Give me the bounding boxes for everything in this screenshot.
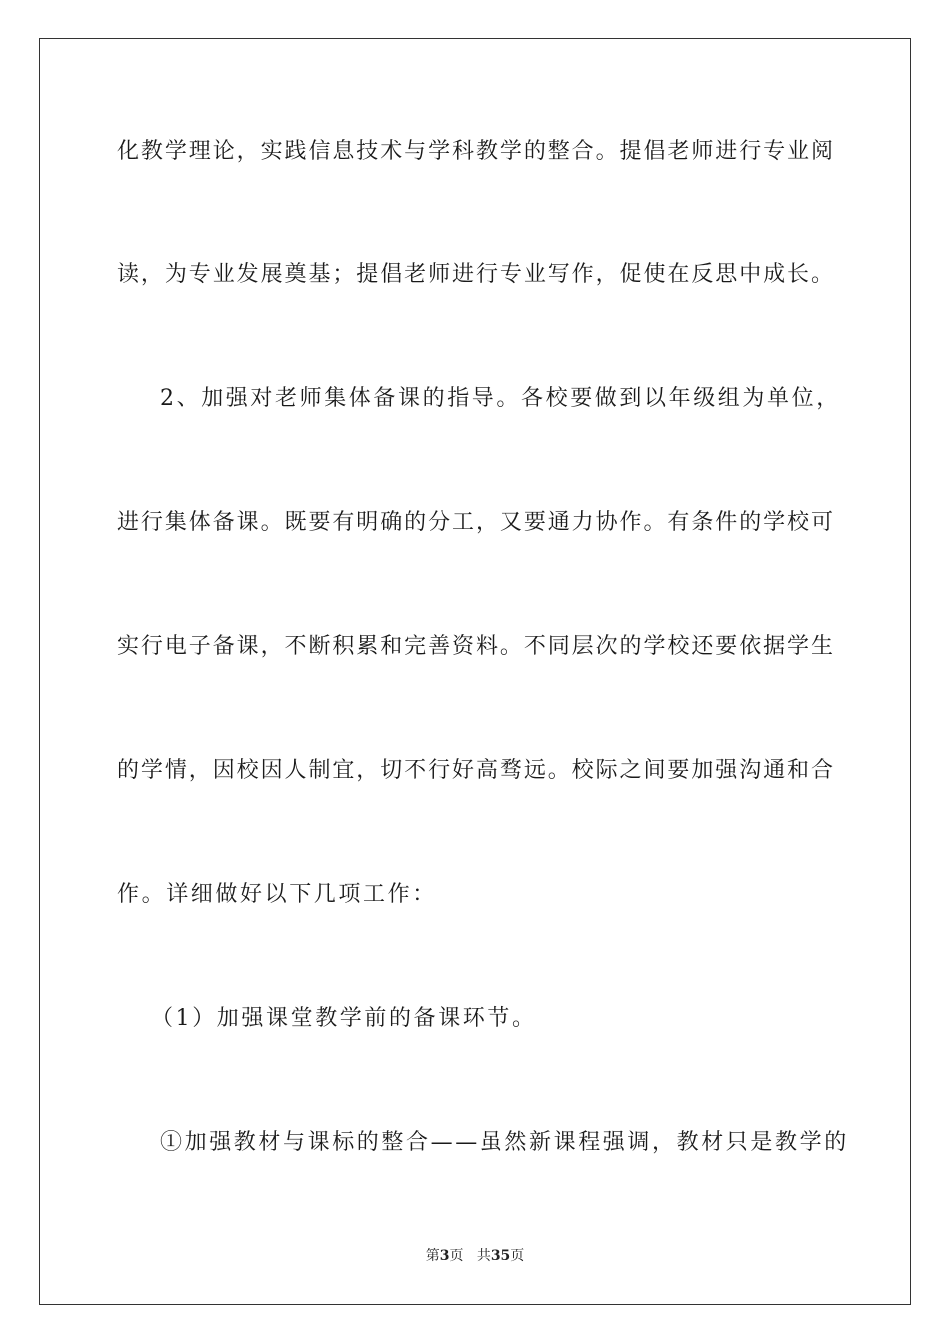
body-line-7: 作。详细做好以下几项工作：	[117, 882, 437, 907]
page-number: 3	[439, 1248, 450, 1264]
page-prefix: 第	[425, 1248, 440, 1264]
item-1-line-1: ①加强教材与课标的整合——虽然新课程强调，教材只是教学的	[160, 1130, 849, 1155]
body-line-2: 读，为专业发展奠基；提倡老师进行专业写作，促使在反思中成长。	[117, 262, 833, 287]
total-pages: 35	[490, 1248, 511, 1264]
total-suffix: 页	[510, 1248, 525, 1264]
body-line-1: 化教学理论，实践信息技术与学科教学的整合。提倡老师进行专业阅	[117, 139, 833, 164]
subheading-1: （1）加强课堂教学前的备课环节。	[151, 1006, 537, 1031]
page-footer	[0, 1247, 950, 1265]
body-line-5: 实行电子备课，不断积累和完善资料。不同层次的学校还要依据学生	[117, 634, 833, 659]
body-line-6: 的学情，因校因人制宜，切不行好高骛远。校际之间要加强沟通和合	[117, 758, 833, 783]
page-frame	[39, 38, 911, 1305]
body-line-4: 进行集体备课。既要有明确的分工，又要通力协作。有条件的学校可	[117, 510, 833, 535]
paragraph-2-line-1: 2、加强对老师集体备课的指导。各校要做到以年级组为单位，	[160, 386, 841, 411]
total-prefix: 共	[476, 1248, 491, 1264]
page-suffix: 页	[449, 1248, 464, 1264]
